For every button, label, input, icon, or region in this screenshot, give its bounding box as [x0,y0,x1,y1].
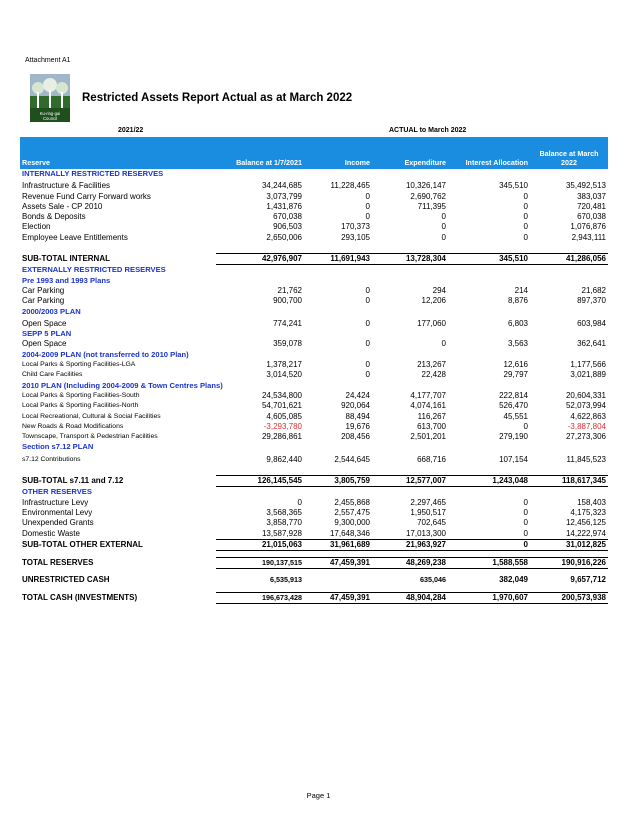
amount-cell: 526,470 [499,401,528,411]
amount-cell: 2,650,006 [266,232,302,242]
amount-cell: 17,648,346 [329,528,370,538]
amount-cell: 222,814 [499,390,528,400]
amount-cell: 0 [365,360,370,370]
amount-cell: 24,534,800 [261,390,302,400]
amount-cell: 4,074,161 [410,401,446,411]
section-title: 2000/2003 PLAN [22,306,81,316]
amount-cell: 12,456,125 [565,518,606,528]
column-header: Interest Allocation [448,137,530,169]
amount-cell: 88,494 [345,411,370,421]
subtotal-label: SUB-TOTAL OTHER EXTERNAL [22,539,143,549]
amount-cell: 2,501,201 [410,432,446,442]
amount-cell: 12,206 [421,296,446,306]
reserve-name: Child Care Facilities [22,371,83,379]
amount-cell: 8,876 [507,296,528,306]
amount-cell: 6,803 [507,318,528,328]
amount-cell: 0 [441,212,446,222]
amount-cell: 0 [523,212,528,222]
amount-cell: 897,370 [577,296,606,306]
table-row [20,192,608,202]
reserve-name: New Roads & Road Modifications [22,422,124,430]
amount-cell: 214 [514,285,528,295]
total-amount: 31,012,825 [530,539,608,550]
amount-cell: 21,762 [277,285,302,295]
section-title: 2004-2009 PLAN (not transferred to 2010 Plan) [22,349,189,359]
table-row [20,455,608,465]
amount-cell: 2,557,475 [334,507,370,517]
amount-cell: 0 [523,528,528,538]
column-header: Expenditure [372,137,448,169]
amount-cell: 0 [523,222,528,232]
amount-cell: 0 [365,285,370,295]
table-row [20,432,608,442]
total-amount: 190,916,226 [530,558,608,569]
total-amount: 47,459,391 [304,592,372,603]
svg-text:Council: Council [43,116,57,121]
table-header-row [20,137,608,169]
table-row [20,222,608,232]
amount-cell: 900,700 [273,296,302,306]
amount-cell: 345,510 [499,181,528,191]
total-amount [304,575,372,585]
amount-cell: 0 [523,191,528,201]
subtotal-row [20,558,608,569]
amount-cell: 293,105 [341,232,370,242]
reserve-name: Revenue Fund Carry Forward works [22,191,151,201]
amount-cell: 2,544,645 [334,454,370,464]
section-heading [20,487,608,498]
amount-cell: 0 [523,507,528,517]
amount-cell: 4,605,085 [266,411,302,421]
subtotal-label: TOTAL CASH (INVESTMENTS) [22,592,138,602]
spacer-row [20,551,608,558]
spacer [20,243,608,254]
reserve-name: Local Parks & Sporting Facilities-LGA [22,361,136,369]
amount-cell: 0 [523,518,528,528]
amount-cell: 17,013,300 [405,528,446,538]
amount-cell: 14,222,974 [565,528,606,538]
page-number: Page 1 [306,791,331,800]
section-title: 2010 PLAN (Including 2004-2009 & Town Centres Plans) [22,380,223,390]
reserve-name: Election [22,222,51,232]
amount-cell: 0 [365,370,370,380]
amount-cell: 294 [432,285,446,295]
amount-cell: 0 [441,339,446,349]
amount-cell: 2,455,868 [334,497,370,507]
amount-cell: 906,503 [273,222,302,232]
amount-cell: 116,267 [417,411,446,421]
amount-cell: 22,428 [421,370,446,380]
amount-cell: 13,587,928 [261,528,302,538]
amount-cell: 0 [365,212,370,222]
table-row [20,212,608,222]
amount-cell: 0 [365,191,370,201]
section-heading [20,381,608,391]
table-row [20,181,608,191]
table-row [20,286,608,296]
subtotal-row [20,254,608,265]
amount-cell: 383,037 [577,191,606,201]
reserve-name: Local Parks & Sporting Facilities-North [22,402,139,410]
total-amount: 21,015,063 [216,539,304,550]
total-amount: 6,535,913 [270,575,302,585]
amount-cell: 920,064 [341,401,370,411]
total-amount: 13,728,304 [372,254,448,265]
amount-cell: 1,076,876 [570,222,606,232]
total-amount: 3,805,759 [304,476,372,487]
amount-cell: 1,950,517 [410,507,446,517]
reserve-name: Local Parks & Sporting Facilities-South [22,391,140,399]
amount-cell: 170,373 [341,222,370,232]
table-row [20,508,608,518]
amount-cell: 158,403 [577,497,606,507]
amount-cell: 279,190 [499,432,528,442]
table-row [20,391,608,401]
amount-cell: 2,943,111 [571,232,606,242]
total-amount: 48,269,238 [372,558,448,569]
amount-cell: 177,060 [417,318,446,328]
reserve-name: Infrastructure Levy [22,497,89,507]
amount-cell: 0 [523,421,528,431]
reserve-name: Townscape, Transport & Pedestrian Facilities [22,433,158,441]
attachment-label: Attachment A1 [25,57,71,64]
total-amount: 48,904,284 [372,592,448,603]
amount-cell: 3,021,889 [570,370,606,380]
amount-cell: -3,887,804 [567,421,606,431]
section-title: Section s7.12 PLAN [22,442,94,452]
spacer-row [20,465,608,476]
total-amount: 0 [448,539,530,550]
total-amount: 118,617,345 [530,476,608,487]
amount-cell: 0 [365,318,370,328]
total-amount: 635,046 [420,575,446,585]
amount-cell: 3,073,799 [266,191,302,201]
table-row [20,319,608,329]
reserve-name: Unexpended Grants [22,518,94,528]
table-row [20,422,608,432]
reserve-name: Open Space [22,339,67,349]
total-amount: 190,137,515 [216,558,304,569]
total-amount: 21,963,927 [372,539,448,550]
total-amount: 12,577,007 [372,476,448,487]
table-row [20,518,608,528]
amount-cell: 3,014,520 [266,370,302,380]
amount-cell: 0 [365,296,370,306]
reserve-name: s7.12 Contributions [22,455,81,463]
period-year: 2021/22 [118,127,144,134]
total-amount: 345,510 [448,254,530,265]
amount-cell: 9,862,440 [266,454,302,464]
amount-cell: 670,038 [273,212,302,222]
amount-cell: 21,682 [581,285,606,295]
amount-cell: 52,073,994 [565,401,606,411]
subtotal-row [20,539,608,550]
amount-cell: 10,326,147 [405,181,446,191]
total-amount: 42,976,907 [216,254,304,265]
amount-cell: 4,177,707 [410,390,446,400]
amount-cell: 9,300,000 [334,518,370,528]
reserve-name: Domestic Waste [22,528,80,538]
table-row [20,498,608,508]
amount-cell: 213,267 [417,360,446,370]
amount-cell: 20,604,331 [565,390,606,400]
table-row [20,296,608,306]
council-logo [30,74,70,122]
reserve-name: Bonds & Deposits [22,212,86,222]
amount-cell: 27,273,306 [565,432,606,442]
section-title: EXTERNALLY RESTRICTED RESERVES [22,265,166,275]
section-title: OTHER RESERVES [22,487,92,497]
reserve-name: Open Space [22,318,67,328]
period-actual: ACTUAL to March 2022 [389,127,467,134]
section-title: SEPP 5 PLAN [22,329,72,339]
subtotal-row [20,476,608,487]
reserve-name: Car Parking [22,296,65,306]
amount-cell: 0 [523,201,528,211]
amount-cell: 3,568,365 [266,507,302,517]
amount-cell: 107,154 [499,454,528,464]
amount-cell: 0 [297,497,302,507]
report-title: Restricted Assets Report Actual as at March 2022 [82,92,353,104]
amount-cell: 0 [441,232,446,242]
spacer-row [20,243,608,254]
reserve-name: Local Recreational, Cultural & Social Facilities [22,412,161,420]
amount-cell: -3,293,780 [263,421,302,431]
amount-cell: 12,616 [503,360,528,370]
subtotal-row [20,575,608,585]
section-heading [20,265,608,276]
section-title: INTERNALLY RESTRICTED RESERVES [22,169,164,178]
reserve-name: Employee Leave Entitlements [22,232,128,242]
amount-cell: 1,378,217 [266,360,302,370]
total-amount: 47,459,391 [304,558,372,569]
total-amount: 1,588,558 [448,558,530,569]
total-amount: 9,657,712 [570,575,606,585]
amount-cell: 4,175,323 [570,507,606,517]
table-row [20,401,608,411]
amount-cell: 702,645 [417,518,446,528]
total-amount: 1,243,048 [448,476,530,487]
total-amount: 200,573,938 [530,592,608,603]
amount-cell: 45,551 [503,411,528,421]
reserve-name: Car Parking [22,285,65,295]
subtotal-row [20,592,608,603]
svg-text:Ku-ring-gai: Ku-ring-gai [39,111,61,116]
section-title: Pre 1993 and 1993 Plans [22,275,111,285]
amount-cell: 29,286,861 [261,432,302,442]
total-amount: 382,049 [499,575,528,585]
reserve-name: Environmental Levy [22,507,93,517]
subtotal-label: TOTAL RESERVES [22,558,94,568]
amount-cell: 359,078 [273,339,302,349]
restricted-assets-table [20,137,608,604]
reserve-name: Assets Sale - CP 2010 [22,201,103,211]
amount-cell: 3,563 [507,339,528,349]
table-row [20,412,608,422]
total-amount: 1,970,607 [448,592,530,603]
amount-cell: 0 [441,222,446,232]
section-heading [20,329,608,339]
amount-cell: 668,716 [417,454,446,464]
section-heading [20,442,608,452]
amount-cell: 208,456 [341,432,370,442]
amount-cell: 11,845,523 [566,454,606,464]
subtotal-label: UNRESTRICTED CASH [22,575,110,585]
amount-cell: 35,492,513 [565,181,606,191]
amount-cell: 4,622,863 [570,411,606,421]
table-row [20,339,608,349]
amount-cell: 613,700 [417,421,446,431]
section-heading [20,307,608,317]
amount-cell: 362,641 [577,339,606,349]
column-header: Reserve [20,137,216,169]
total-amount: 126,145,545 [216,476,304,487]
amount-cell: 19,676 [345,421,370,431]
amount-cell: 2,297,465 [410,497,446,507]
reserve-name: Infrastructure & Facilities [22,181,111,191]
amount-cell: 3,858,770 [266,518,302,528]
spacer [20,551,608,558]
amount-cell: 54,701,621 [261,401,302,411]
amount-cell: 11,228,465 [330,181,370,191]
table-row [20,233,608,243]
amount-cell: 774,241 [273,318,302,328]
table-row [20,370,608,380]
amount-cell: 0 [523,497,528,507]
amount-cell: 0 [365,339,370,349]
spacer [20,465,608,476]
column-header: Balance at March 2022 [530,137,608,169]
total-amount: 41,286,056 [530,254,608,265]
section-heading [20,169,608,179]
amount-cell: 1,177,566 [570,360,606,370]
total-amount: 196,673,428 [216,592,304,603]
section-heading [20,350,608,360]
amount-cell: 24,424 [345,390,370,400]
subtotal-label: SUB-TOTAL INTERNAL [22,254,110,264]
total-amount: 31,961,689 [304,539,372,550]
amount-cell: 720,481 [577,201,606,211]
column-header: Income [304,137,372,169]
amount-cell: 0 [365,201,370,211]
amount-cell: 2,690,762 [410,191,446,201]
amount-cell: 1,431,876 [266,201,302,211]
table-row [20,202,608,212]
amount-cell: 670,038 [577,212,606,222]
amount-cell: 34,244,685 [261,181,302,191]
amount-cell: 0 [523,232,528,242]
section-heading [20,276,608,286]
amount-cell: 29,797 [503,370,528,380]
subtotal-label: SUB-TOTAL s7.11 and 7.12 [22,476,124,486]
total-amount: 11,691,943 [304,254,372,265]
table-row [20,529,608,540]
amount-cell: 603,984 [577,318,606,328]
column-header: Balance at 1/7/2021 [216,137,304,169]
amount-cell: 711,395 [417,201,446,211]
table-row [20,360,608,370]
